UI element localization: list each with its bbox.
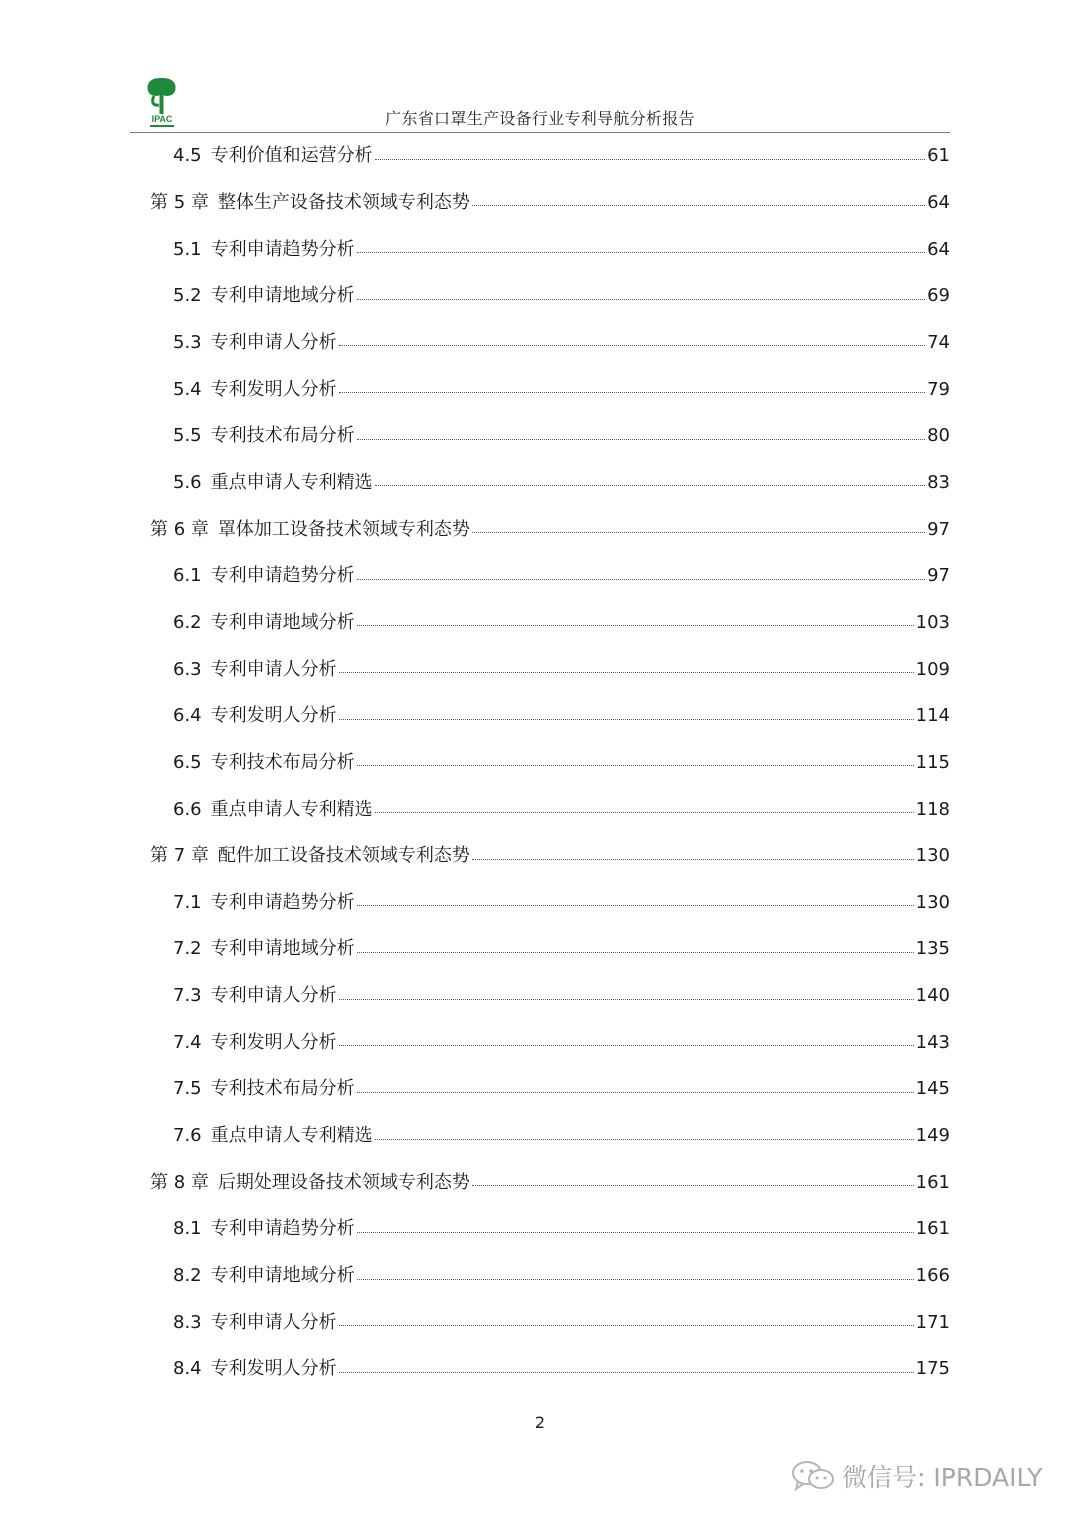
toc-entry-number: 7.1 bbox=[173, 891, 202, 913]
toc-dot-leader bbox=[339, 1325, 914, 1326]
toc-entry-title: 专利申请趋势分析 bbox=[210, 565, 355, 587]
toc-dot-leader bbox=[339, 1372, 914, 1373]
toc-entry-title: 专利申请地域分析 bbox=[210, 611, 355, 633]
toc-section-entry[interactable] bbox=[150, 366, 950, 413]
toc-entry-page: 83 bbox=[927, 471, 950, 493]
toc-entry-number: 第 5 章 bbox=[150, 191, 209, 213]
toc-section-entry[interactable] bbox=[150, 926, 950, 973]
toc-entry-page: 143 bbox=[915, 1031, 950, 1053]
toc-dot-leader bbox=[339, 672, 914, 673]
toc-dot-leader bbox=[375, 812, 914, 813]
toc-chapter-entry[interactable] bbox=[150, 180, 950, 227]
toc-entry-number: 6.3 bbox=[173, 658, 202, 680]
toc-entry-number: 5.2 bbox=[173, 285, 202, 307]
toc-entry-page: 114 bbox=[915, 705, 950, 727]
toc-dot-leader bbox=[339, 345, 925, 346]
toc-entry-title: 后期处理设备技术领域专利态势 bbox=[217, 1171, 470, 1193]
toc-entry-page: 64 bbox=[927, 238, 950, 260]
toc-dot-leader bbox=[375, 1139, 914, 1140]
toc-dot-leader bbox=[357, 1232, 914, 1233]
toc-section-entry[interactable] bbox=[150, 553, 950, 600]
toc-entry-title: 专利申请人分析 bbox=[210, 658, 337, 680]
toc-entry-page: 161 bbox=[915, 1171, 950, 1193]
toc-dot-leader bbox=[357, 579, 925, 580]
toc-dot-leader bbox=[357, 299, 925, 300]
toc-entry-number: 6.4 bbox=[173, 705, 202, 727]
toc-section-entry[interactable] bbox=[150, 786, 950, 833]
toc-entry-title: 专利价值和运营分析 bbox=[210, 145, 373, 167]
toc-entry-number: 5.6 bbox=[173, 471, 202, 493]
toc-entry-page: 79 bbox=[927, 378, 950, 400]
toc-dot-leader bbox=[357, 625, 914, 626]
toc-section-entry[interactable] bbox=[150, 1206, 950, 1253]
toc-entry-title: 专利申请趋势分析 bbox=[210, 891, 355, 913]
toc-entry-number: 6.1 bbox=[173, 565, 202, 587]
toc-entry-title: 专利申请人分析 bbox=[210, 985, 337, 1007]
toc-section-entry[interactable] bbox=[150, 1019, 950, 1066]
toc-dot-leader bbox=[357, 1092, 914, 1093]
toc-section-entry[interactable] bbox=[150, 880, 950, 927]
toc-entry-number: 6.2 bbox=[173, 611, 202, 633]
toc-section-entry[interactable] bbox=[150, 1113, 950, 1160]
toc-section-entry[interactable] bbox=[150, 1346, 950, 1393]
toc-entry-number: 8.3 bbox=[173, 1311, 202, 1333]
wechat-icon bbox=[790, 1459, 836, 1493]
svg-text:IPAC: IPAC bbox=[151, 114, 173, 124]
toc-entry-page: 145 bbox=[915, 1078, 950, 1100]
toc-entry-title: 专利申请地域分析 bbox=[210, 285, 355, 307]
toc-entry-page: 161 bbox=[915, 1218, 950, 1240]
toc-dot-leader bbox=[357, 765, 914, 766]
toc-entry-page: 130 bbox=[915, 845, 950, 867]
toc-dot-leader bbox=[357, 952, 914, 953]
toc-entry-title: 重点申请人专利精选 bbox=[210, 1125, 373, 1147]
toc-entry-page: 115 bbox=[915, 751, 950, 773]
toc-entry-page: 166 bbox=[915, 1265, 950, 1287]
toc-entry-page: 171 bbox=[915, 1311, 950, 1333]
toc-entry-page: 118 bbox=[915, 798, 950, 820]
toc-entry-title: 专利发明人分析 bbox=[210, 705, 337, 727]
toc-section-entry[interactable] bbox=[150, 320, 950, 367]
toc-section-entry[interactable] bbox=[150, 646, 950, 693]
toc-entry-title: 专利申请趋势分析 bbox=[210, 1218, 355, 1240]
toc-chapter-entry[interactable] bbox=[150, 1159, 950, 1206]
toc-entry-title: 整体生产设备技术领域专利态势 bbox=[217, 191, 470, 213]
toc-entry-number: 7.6 bbox=[173, 1125, 202, 1147]
toc-dot-leader bbox=[339, 719, 914, 720]
toc-entry-page: 74 bbox=[927, 331, 950, 353]
toc-entry-title: 专利技术布局分析 bbox=[210, 425, 355, 447]
toc-dot-leader bbox=[375, 485, 925, 486]
toc-entry-number: 8.4 bbox=[173, 1358, 202, 1380]
toc-entry-number: 第 8 章 bbox=[150, 1171, 209, 1193]
toc-entry-title: 专利发明人分析 bbox=[210, 1358, 337, 1380]
toc-dot-leader bbox=[339, 392, 925, 393]
toc-entry-number: 7.4 bbox=[173, 1031, 202, 1053]
toc-dot-leader bbox=[357, 252, 925, 253]
toc-section-entry[interactable] bbox=[150, 133, 950, 180]
toc-section-entry[interactable] bbox=[150, 1253, 950, 1300]
toc-entry-page: 135 bbox=[915, 938, 950, 960]
toc-dot-leader bbox=[472, 859, 914, 860]
toc-entry-page: 109 bbox=[915, 658, 950, 680]
toc-chapter-entry[interactable] bbox=[150, 506, 950, 553]
toc-entry-page: 130 bbox=[915, 891, 950, 913]
toc-entry-title: 专利申请趋势分析 bbox=[210, 238, 355, 260]
toc-entry-number: 4.5 bbox=[173, 145, 202, 167]
toc-entry-page: 97 bbox=[927, 518, 950, 540]
toc-entry-page: 175 bbox=[915, 1358, 950, 1380]
toc-dot-leader bbox=[339, 1045, 914, 1046]
toc-entry-page: 149 bbox=[915, 1125, 950, 1147]
toc-entry-number: 7.5 bbox=[173, 1078, 202, 1100]
toc-entry-page: 80 bbox=[927, 425, 950, 447]
toc-entry-number: 5.5 bbox=[173, 425, 202, 447]
toc-entry-title: 专利申请人分析 bbox=[210, 1311, 337, 1333]
toc-section-entry[interactable] bbox=[150, 600, 950, 647]
table-of-contents bbox=[150, 133, 950, 1393]
toc-dot-leader bbox=[472, 1185, 914, 1186]
toc-entry-number: 8.1 bbox=[173, 1218, 202, 1240]
toc-entry-page: 103 bbox=[915, 611, 950, 633]
wechat-watermark bbox=[790, 1458, 1042, 1494]
toc-entry-number: 第 7 章 bbox=[150, 845, 209, 867]
page-number: 2 bbox=[534, 1413, 546, 1432]
toc-section-entry[interactable] bbox=[150, 740, 950, 787]
toc-chapter-entry[interactable] bbox=[150, 833, 950, 880]
toc-section-entry[interactable] bbox=[150, 273, 950, 320]
toc-entry-title: 专利发明人分析 bbox=[210, 1031, 337, 1053]
toc-section-entry[interactable] bbox=[150, 413, 950, 460]
toc-entry-number: 6.6 bbox=[173, 798, 202, 820]
toc-entry-title: 专利申请地域分析 bbox=[210, 1265, 355, 1287]
toc-entry-number: 8.2 bbox=[173, 1265, 202, 1287]
toc-entry-page: 64 bbox=[927, 191, 950, 213]
toc-dot-leader bbox=[375, 159, 925, 160]
toc-dot-leader bbox=[472, 532, 925, 533]
toc-entry-page: 97 bbox=[927, 565, 950, 587]
toc-entry-number: 7.3 bbox=[173, 985, 202, 1007]
toc-section-entry[interactable] bbox=[150, 1066, 950, 1113]
toc-entry-title: 专利技术布局分析 bbox=[210, 1078, 355, 1100]
toc-entry-title: 重点申请人专利精选 bbox=[210, 798, 373, 820]
toc-entry-title: 专利技术布局分析 bbox=[210, 751, 355, 773]
toc-entry-page: 69 bbox=[927, 285, 950, 307]
watermark-text: 微信号: IPRDAILY bbox=[842, 1463, 1043, 1492]
toc-entry-page: 140 bbox=[915, 985, 950, 1007]
toc-dot-leader bbox=[357, 439, 925, 440]
toc-section-entry[interactable] bbox=[150, 460, 950, 507]
toc-dot-leader bbox=[357, 905, 914, 906]
toc-entry-number: 6.5 bbox=[173, 751, 202, 773]
toc-dot-leader bbox=[357, 1279, 914, 1280]
toc-section-entry[interactable] bbox=[150, 973, 950, 1020]
toc-entry-number: 5.3 bbox=[173, 331, 202, 353]
toc-dot-leader bbox=[339, 999, 914, 1000]
toc-entry-number: 5.1 bbox=[173, 238, 202, 260]
toc-dot-leader bbox=[472, 205, 925, 206]
toc-section-entry[interactable] bbox=[150, 226, 950, 273]
toc-entry-title: 专利发明人分析 bbox=[210, 378, 337, 400]
toc-entry-number: 7.2 bbox=[173, 938, 202, 960]
toc-entry-number: 第 6 章 bbox=[150, 518, 209, 540]
report-title: 广东省口罩生产设备行业专利导航分析报告 bbox=[385, 109, 695, 128]
toc-entry-title: 重点申请人专利精选 bbox=[210, 471, 373, 493]
toc-entry-page: 61 bbox=[927, 145, 950, 167]
toc-entry-title: 专利申请人分析 bbox=[210, 331, 337, 353]
toc-entry-title: 配件加工设备技术领域专利态势 bbox=[217, 845, 470, 867]
page-header bbox=[130, 70, 950, 133]
toc-section-entry[interactable] bbox=[150, 693, 950, 740]
toc-entry-number: 5.4 bbox=[173, 378, 202, 400]
toc-entry-title: 专利申请地域分析 bbox=[210, 938, 355, 960]
toc-section-entry[interactable] bbox=[150, 1299, 950, 1346]
toc-entry-title: 罩体加工设备技术领域专利态势 bbox=[217, 518, 470, 540]
